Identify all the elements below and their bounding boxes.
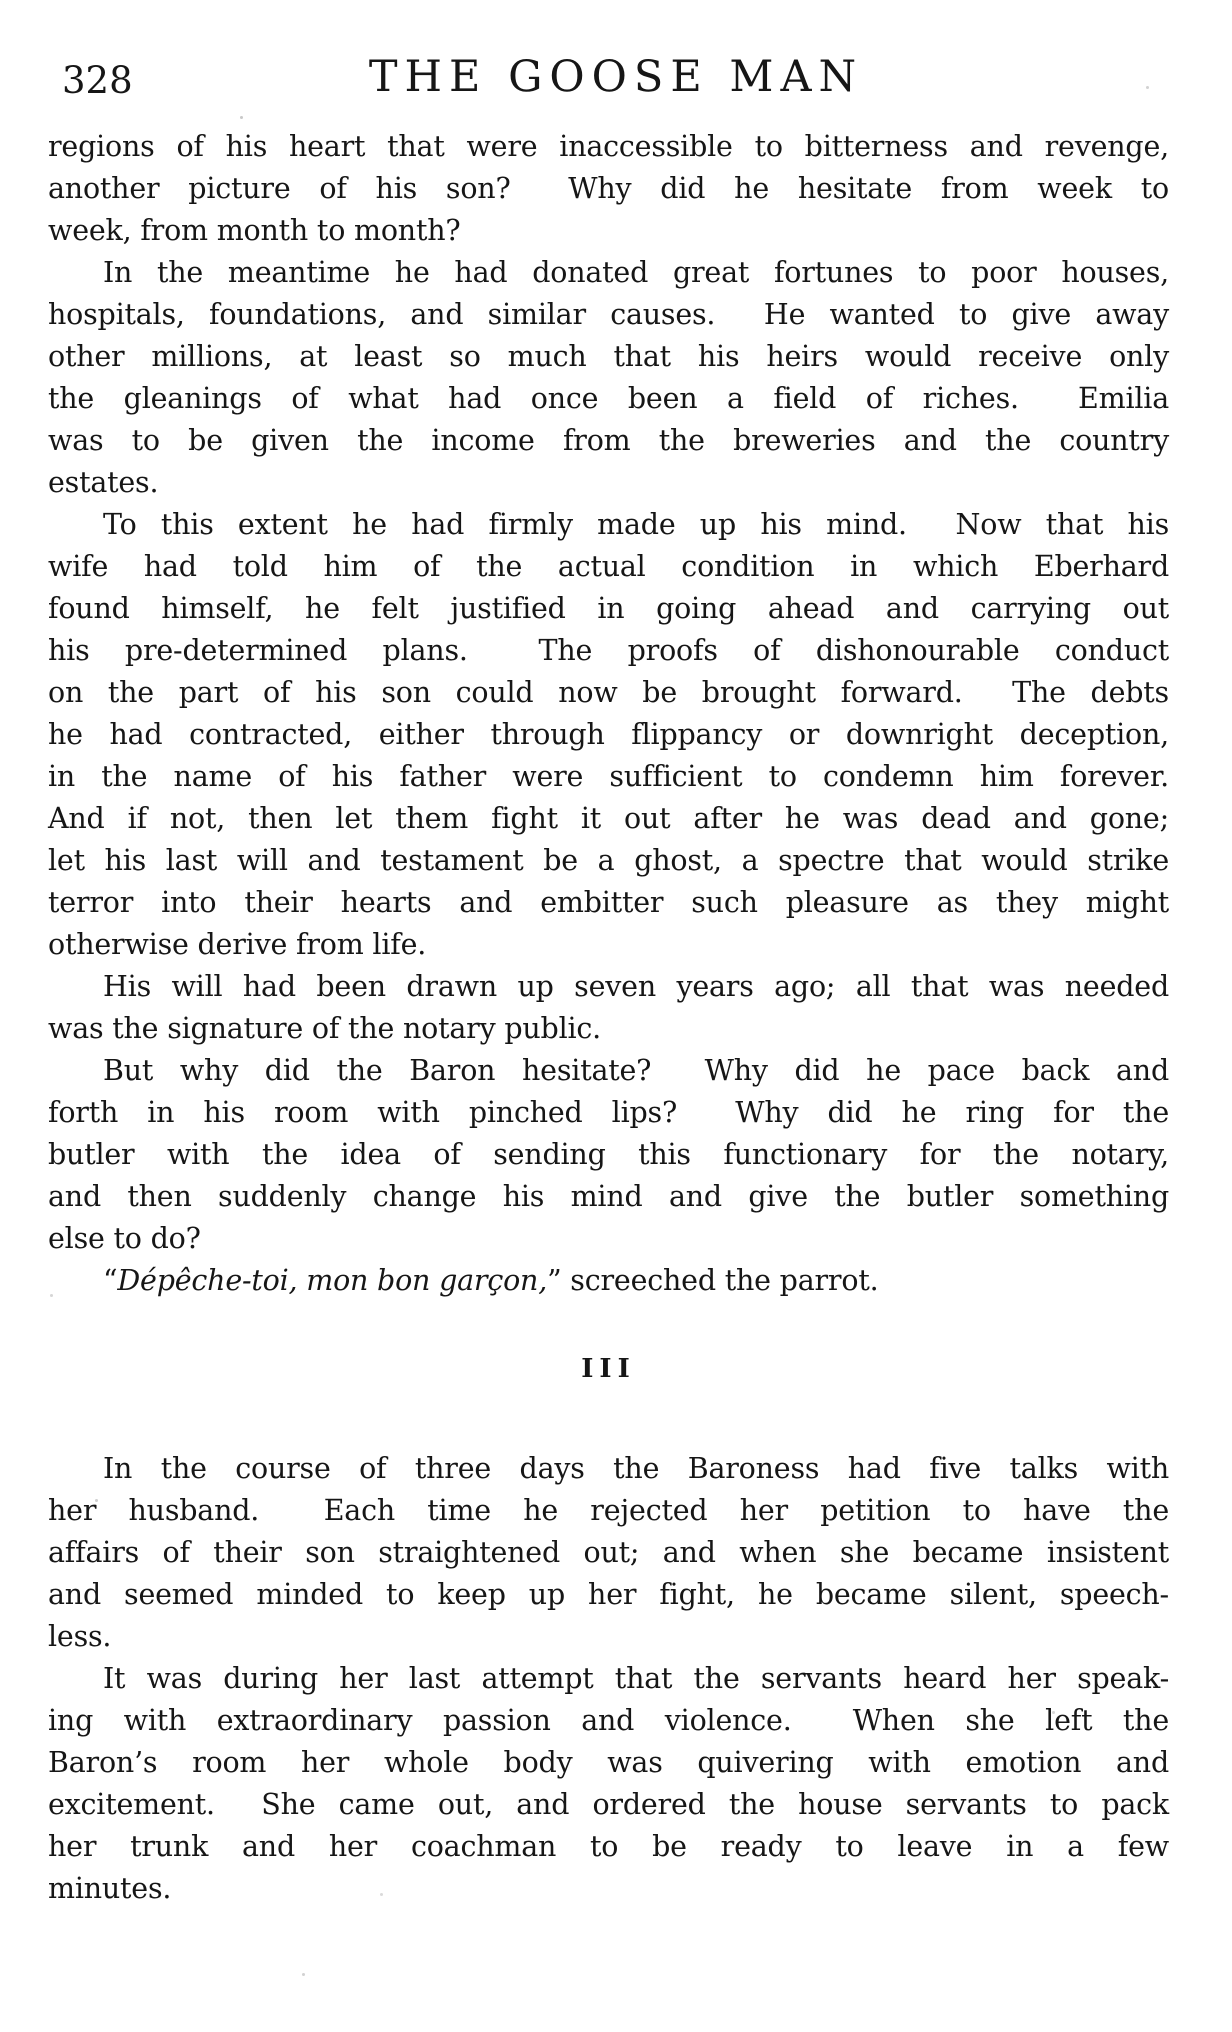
page-title: THE GOOSE MAN (368, 52, 864, 102)
paragraph (48, 252, 1169, 504)
text-line: and seemed minded to keep up her fight, he became silent, speech- (48, 1578, 1169, 1611)
paragraph (48, 1260, 1169, 1302)
text-line: less. (48, 1620, 112, 1653)
text-line: minutes. (48, 1872, 172, 1905)
text-block (48, 126, 1169, 1910)
paragraph (48, 966, 1169, 1050)
text-line: “Dépêche-toi, mon bon garçon,” screeched the parrot. (103, 1264, 879, 1297)
text-line: other millions, at least so much that his heirs would receive only (48, 340, 1169, 373)
text-line: he had contracted, either through flippancy or downright deception, (48, 718, 1169, 751)
text-line: his pre-determined plans. The proofs of dishonourable conduct (48, 634, 1169, 667)
text-line: Baron’s room her whole body was quivering with emotion and (48, 1746, 1169, 1779)
text-line: And if not, then let them fight it out after he was dead and gone; (48, 802, 1169, 835)
scan-speckles (240, 116, 243, 119)
text-line: terror into their hearts and embitter such pleasure as they might (48, 886, 1169, 919)
text-line: But why did the Baron hesitate? Why did he pace back and (103, 1054, 1169, 1087)
text-line: To this extent he had firmly made up his mind. Now that his (103, 508, 1169, 541)
text-line: another picture of his son? Why did he hesitate from week to (48, 172, 1169, 205)
text-line: excitement. She came out, and ordered the house servants to pack (48, 1788, 1169, 1821)
text-line: ing with extraordinary passion and violence. When she left the (48, 1704, 1169, 1737)
text-line: else to do? (48, 1222, 201, 1255)
text-line: butler with the idea of sending this functionary for the notary, (48, 1138, 1169, 1171)
text-line: on the part of his son could now be brought forward. The debts (48, 676, 1169, 709)
text-line: otherwise derive from life. (48, 928, 427, 961)
paragraph (48, 126, 1169, 252)
text-line: His will had been drawn up seven years ago; all that was needed (103, 970, 1169, 1003)
text-line: the gleanings of what had once been a field of riches. Emilia (48, 382, 1169, 415)
text-line: was to be given the income from the breweries and the country (48, 424, 1169, 457)
text-line: her husband. Each time he rejected her petition to have the (48, 1494, 1169, 1527)
text-line: and then suddenly change his mind and give the butler something (48, 1180, 1169, 1213)
text-line: It was during her last attempt that the servants heard her speak- (103, 1662, 1169, 1695)
text-line: In the course of three days the Baroness had five talks with (103, 1452, 1169, 1485)
paragraph (48, 1448, 1169, 1658)
text-line: affairs of their son straightened out; and when she became insistent (48, 1536, 1169, 1569)
paragraph (48, 504, 1169, 966)
text-line: hospitals, foundations, and similar causes. He wanted to give away (48, 298, 1169, 331)
text-line: estates. (48, 466, 159, 499)
text-line: found himself, he felt justified in going ahead and carrying out (48, 592, 1169, 625)
text-line: wife had told him of the actual condition in which Eberhard (48, 550, 1169, 583)
text-line: her trunk and her coachman to be ready to leave in a few (48, 1830, 1169, 1863)
text-line: forth in his room with pinched lips? Why did he ring for the (48, 1096, 1169, 1129)
text-line: in the name of his father were sufficient to condemn him forever. (48, 760, 1169, 793)
paragraph (48, 1658, 1169, 1910)
text-line: In the meantime he had donated great fortunes to poor houses, (103, 256, 1169, 289)
text-line: let his last will and testament be a ghost, a spectre that would strike (48, 844, 1169, 877)
text-line: was the signature of the notary public. (48, 1012, 602, 1045)
paragraph (48, 1050, 1169, 1260)
text-line: regions of his heart that were inaccessible to bitterness and revenge, (48, 130, 1169, 163)
page-number: 328 (62, 59, 133, 102)
text-line: week, from month to month? (48, 214, 461, 247)
section-heading: III (581, 1354, 636, 1384)
